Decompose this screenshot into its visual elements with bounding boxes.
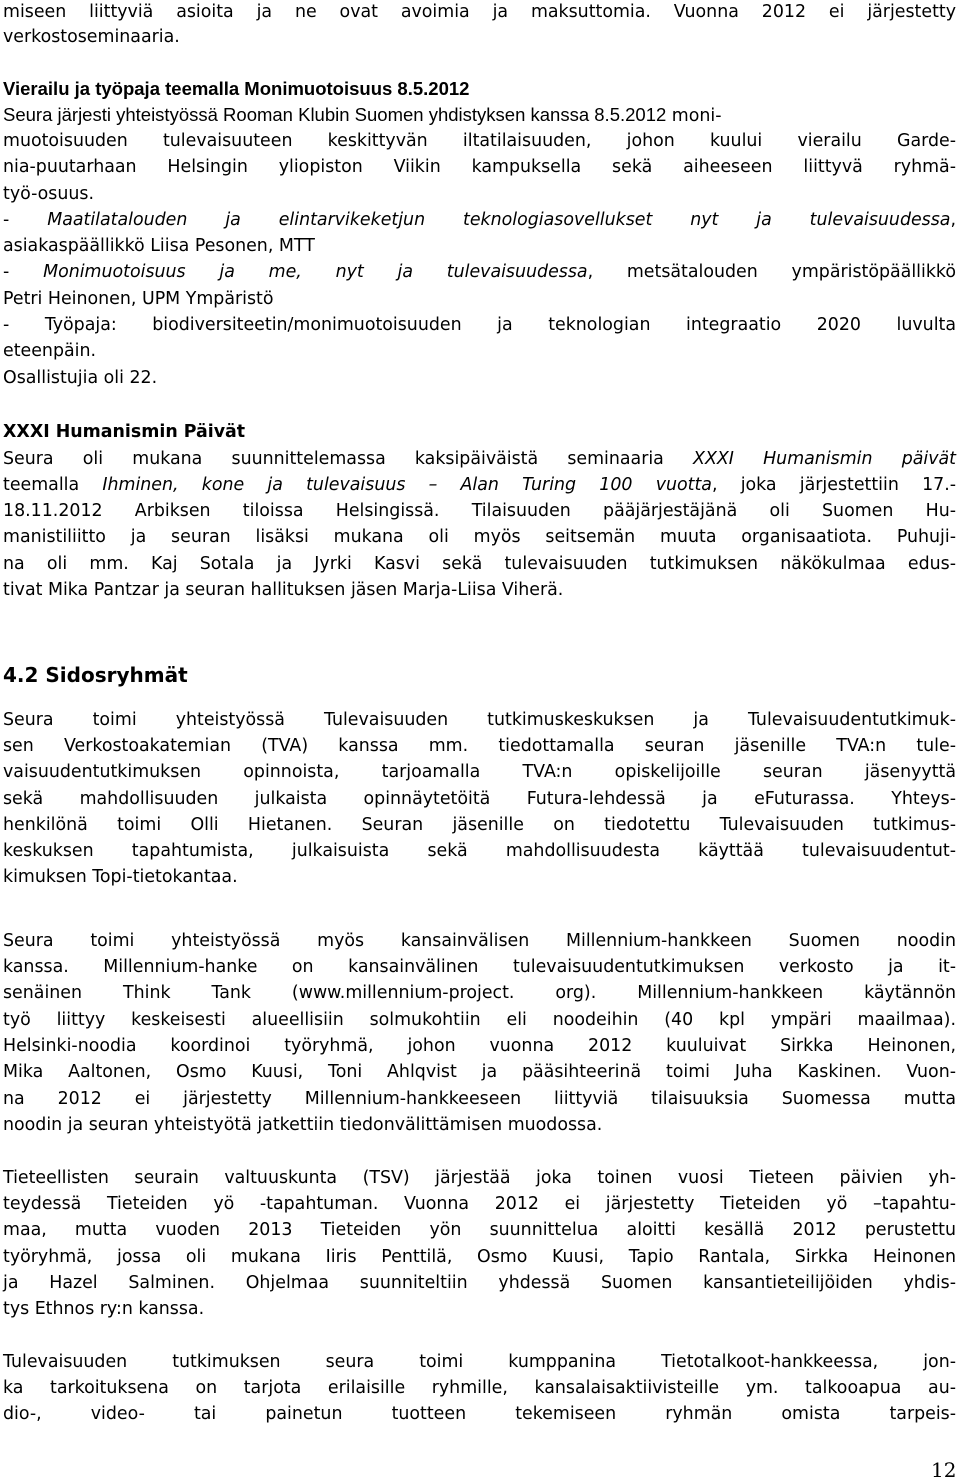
text-line: [3, 813, 956, 837]
text-line: [3, 366, 956, 390]
text-segment: Petri Heinonen, UPM Ympäristö: [3, 289, 274, 309]
text-segment: Mika Aaltonen, Osmo Kuusi, Toni Ahlqvist ja pääsihteerinä toimi Juha Kaskinen. Vuon-: [3, 1062, 956, 1082]
text-line: [3, 1113, 956, 1137]
text-line: [3, 1166, 956, 1190]
text-line: [3, 447, 956, 471]
text-segment: dio-, video- tai painetun tuotteen tekemiseen ryhmän omista tarpeis-: [3, 1404, 956, 1424]
text-line: [3, 339, 956, 363]
text-segment: ja Hazel Salminen. Ohjelmaa suunniteltiin yhdessä Suomen kansantieteilijöiden yhdis-: [3, 1273, 956, 1293]
text-segment: kanssa. Millennium-hanke on kansainvälinen tulevaisuudentutkimuksen verkosto ja it-: [3, 957, 956, 977]
text-segment: muotoisuuden tulevaisuuteen keskittyvän iltatilaisuuden, johon kuului vierailu Garde-: [3, 131, 956, 151]
text-segment: Seura oli mukana suunnittelemassa kaksipäiväistä seminaaria: [3, 449, 694, 469]
text-segment: Helsinki-noodia koordinoi työryhmä, johon vuonna 2012 kuuluivat Sirkka Heinonen,: [3, 1036, 956, 1056]
page-number: 12: [931, 1458, 957, 1482]
text-line: [3, 499, 956, 523]
text-line: [3, 1271, 956, 1295]
text-segment: verkostoseminaaria.: [3, 27, 180, 47]
text-segment: noodin ja seuran yhteistyötä jatkettiin tiedonvälittämisen muodossa.: [3, 1115, 603, 1135]
italic-text: Ihminen, kone ja tulevaisuus – Alan Turing 100 vuotta: [102, 475, 712, 495]
text-line: [3, 1297, 956, 1321]
text-segment: tys Ethnos ry:n kanssa.: [3, 1299, 205, 1319]
text-line: [3, 552, 956, 576]
text-segment: keskuksen tapahtumista, julkaisuista sekä mahdollisuudesta käyttää tulevaisuudentut-: [3, 841, 956, 861]
text-segment: senäinen Think Tank (www.millennium-project. org). Millennium-hankkeen käytännön: [3, 983, 956, 1003]
text-line: [3, 0, 956, 24]
italic-text: Monimuotoisuus ja me, nyt ja tulevaisuudessa: [43, 262, 588, 282]
text-segment: -: [3, 262, 44, 282]
text-line: [3, 1350, 956, 1374]
section-number: 4.2: [3, 663, 39, 687]
text-segment: , metsätalouden ympäristöpäällikkö: [587, 262, 956, 282]
text-segment: na 2012 ei järjestetty Millennium-hankkeeseen liittyviä tilaisuuksia Suomessa mutta: [3, 1089, 956, 1109]
text-segment: Tulevaisuuden tutkimuksen seura toimi kumppanina Tietotalkoot-hankkeessa, jon-: [3, 1352, 956, 1372]
text-line: [3, 420, 956, 444]
text-segment: sekä mahdollisuuden julkaista opinnäytetöitä Futura-lehdessä ja eFuturassa. Yhteys-: [3, 789, 956, 809]
text-segment: miseen liittyviä asioita ja ne ovat avoimia ja maksuttomia. Vuonna 2012 ei järjestetty: [3, 2, 956, 22]
text-segment: työryhmä, jossa oli mukana Iiris Penttilä, Osmo Kuusi, Tapio Rantala, Sirkka Heinonen: [3, 1247, 956, 1267]
text-line: [3, 287, 956, 311]
text-line: [3, 981, 956, 1005]
text-segment: Seura toimi yhteistyössä myös kansainvälisen Millennium-hankkeen Suomen noodin: [3, 931, 956, 951]
text-line: [3, 1034, 956, 1058]
text-segment: ,: [950, 210, 956, 230]
text-line: [3, 1376, 956, 1400]
text-line: [3, 25, 956, 49]
section-title: Sidosryhmät: [38, 663, 188, 687]
text-line: [3, 1245, 956, 1269]
text-line: [3, 473, 956, 497]
text-line: [3, 1218, 956, 1242]
text-segment: nia-puutarhaan Helsingin yliopiston Viikin kampuksella sekä aiheeseen liittyvä ryhmä-: [3, 157, 956, 177]
text-segment: - Työpaja: biodiversiteetin/monimuotoisuuden ja teknologian integraatio 2020 luvulta: [3, 315, 956, 335]
text-line: [3, 734, 956, 758]
text-segment: työ liittyy keskeisesti alueellisiin solmukohtiin eli noodeihin (40 kpl ympäri maailmaa).: [3, 1010, 956, 1030]
text-line: [3, 182, 956, 206]
text-line: [3, 77, 956, 102]
text-segment: teydessä Tieteiden yö -tapahtuman. Vuonna 2012 ei järjestetty Tieteiden yö –tapahtu-: [3, 1194, 956, 1214]
text-segment: Seura toimi yhteistyössä Tulevaisuuden tutkimuskeskuksen ja Tulevaisuudentutkimuk-: [3, 710, 956, 730]
text-segment: asiakaspäällikkö Liisa Pesonen, MTT: [3, 236, 315, 256]
text-segment: eteenpäin.: [3, 341, 97, 361]
text-line: [3, 525, 956, 549]
text-line: [3, 208, 956, 232]
text-segment: kimuksen Topi-tietokantaa.: [3, 867, 238, 887]
text-line: [3, 103, 956, 128]
text-segment: moni-: [666, 106, 722, 126]
text-line: [3, 929, 956, 953]
text-line: [3, 839, 956, 863]
text-segment: teemalla: [3, 475, 103, 495]
text-line: [3, 787, 956, 811]
text-line: [3, 129, 956, 153]
bold-text: Vierailu ja työpaja teemalla Monimuotoisuus 8.5.2012: [3, 78, 470, 99]
text-line: [3, 155, 956, 179]
text-segment: henkilönä toimi Olli Hietanen. Seuran jäsenille on tiedotettu Tulevaisuuden tutkimus-: [3, 815, 956, 835]
text-line: [3, 708, 956, 732]
text-line: [3, 313, 956, 337]
text-segment: , joka järjestettiin 17.-: [711, 475, 957, 495]
text-segment: -: [3, 210, 48, 230]
text-line: [3, 760, 956, 784]
text-line: [3, 578, 956, 602]
text-segment: maa, mutta vuoden 2013 Tieteiden yön suunnittelua aloitti kesällä 2012 perustettu: [3, 1220, 956, 1240]
italic-text: XXXI Humanismin päivät: [693, 449, 956, 469]
text-line: [3, 1402, 956, 1426]
text-line: [3, 1087, 956, 1111]
text-segment: vaisuudentutkimuksen opinnoista, tarjoamalla TVA:n opiskelijoille seuran jäsenyyttä: [3, 762, 956, 782]
text-line: [3, 865, 956, 889]
text-segment: tivat Mika Pantzar ja seuran hallituksen jäsen Marja-Liisa Viherä.: [3, 580, 564, 600]
text-segment: manistiliitto ja seuran lisäksi mukana oli myös seitsemän muuta organisaatiota. Puhuji-: [3, 527, 956, 547]
text-segment: sen Verkostoakatemian (TVA) kanssa mm. tiedottamalla seuran jäsenille TVA:n tule-: [3, 736, 956, 756]
italic-text: Maatilatalouden ja elintarvikeketjun teknologiasovellukset nyt ja tulevaisuudessa: [47, 210, 951, 230]
section-heading: [3, 663, 188, 687]
bold-text: XXXI Humanismin Päivät: [3, 422, 246, 442]
text-segment: Tieteellisten seurain valtuuskunta (TSV) järjestää joka toinen vuosi Tieteen päivien yh-: [3, 1168, 956, 1188]
text-line: [3, 1008, 956, 1032]
text-line: [3, 1192, 956, 1216]
text-segment: na oli mm. Kaj Sotala ja Jyrki Kasvi sekä tulevaisuuden tutkimuksen näkökulmaa edus-: [3, 554, 956, 574]
text-segment: Seura järjesti yhteistyössä Rooman Klubin Suomen yhdistyksen kanssa 8.5.2012: [3, 104, 667, 125]
text-segment: työ-osuus.: [3, 184, 95, 204]
text-segment: ka tarkoituksena on tarjota erilaisille ryhmille, kansalaisaktiivisteille ym. talkooapua au-: [3, 1378, 956, 1398]
text-segment: Osallistujia oli 22.: [3, 368, 158, 388]
text-segment: 18.11.2012 Arbiksen tiloissa Helsingissä. Tilaisuuden pääjärjestäjänä oli Suomen Hu-: [3, 501, 956, 521]
text-line: [3, 260, 956, 284]
text-line: [3, 234, 956, 258]
text-line: [3, 955, 956, 979]
text-line: [3, 1060, 956, 1084]
